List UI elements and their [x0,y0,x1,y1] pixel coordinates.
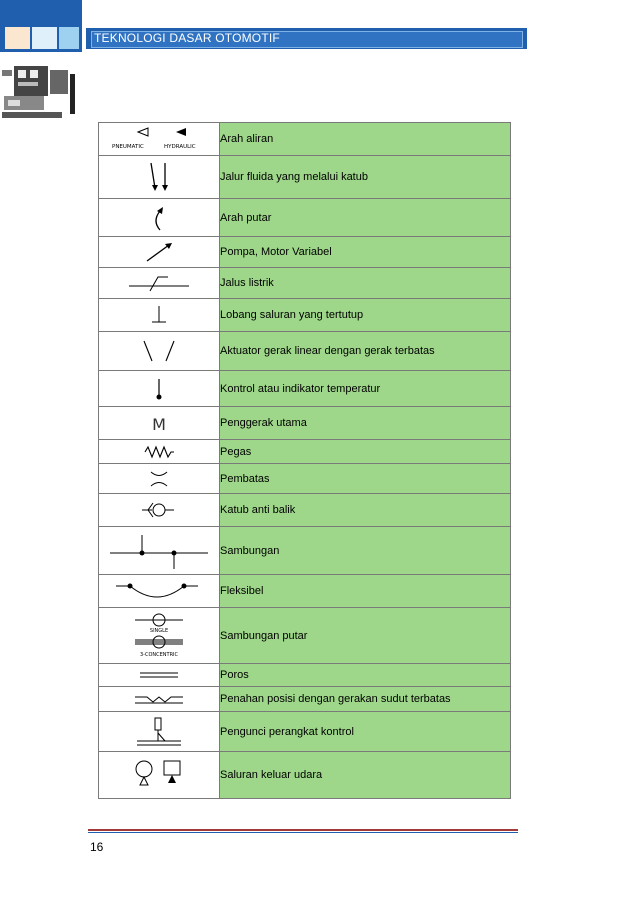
closed-port-icon [144,303,174,327]
header-square-1 [5,27,30,49]
symbol-label: Saluran keluar udara [220,752,511,799]
table-row [99,332,511,371]
table-row [99,299,511,332]
table-row [99,687,511,712]
exhaust-icon [124,755,194,795]
engine-image [0,60,76,124]
shaft-icon [134,667,184,683]
header-title: TEKNOLOGI DASAR OTOMOTIF [94,31,280,45]
flexible-icon [104,578,214,604]
symbol-cell [99,440,220,464]
linear-actuator-icon [134,337,184,365]
table-row [99,268,511,299]
table-row [99,440,511,464]
header-square-2 [32,27,57,49]
symbol-cell [99,237,220,268]
pneumatic-text: PNEUMATIC [112,144,144,150]
restrictor-icon [139,467,179,491]
symbol-cell [99,199,220,237]
symbol-label: Jalus listrik [220,268,511,299]
symbol-cell [99,299,220,332]
table-row [99,156,511,199]
symbol-label: Jalur fluida yang melalui katub [220,156,511,199]
table-row [99,237,511,268]
table-row [99,407,511,440]
table-row [99,494,511,527]
symbol-label: Lobang saluran yang tertutup [220,299,511,332]
symbol-label: Pengunci perangkat kontrol [220,712,511,752]
symbol-label: Arah putar [220,199,511,237]
symbol-label: Pompa, Motor Variabel [220,237,511,268]
symbol-label: Fleksibel [220,575,511,608]
footer-rule-blue [88,832,518,833]
symbol-label: Sambungan putar [220,608,511,664]
page-number: 16 [90,840,104,854]
symbol-label: Poros [220,664,511,687]
symbol-cell [99,664,220,687]
table-row [99,371,511,407]
symbol-cell [99,268,220,299]
table-row [99,123,511,156]
table-row [99,752,511,799]
symbol-table [98,122,511,799]
footer-rule-red [88,829,518,831]
symbol-cell [99,712,220,752]
hydraulic-text: HYDRAULIC [164,144,196,150]
detent-icon [129,689,189,709]
single-text: SINGLE [149,627,169,634]
symbol-cell [99,371,220,407]
symbol-cell [99,464,220,494]
symbol-label: Arah aliran [220,123,511,156]
symbol-cell [99,332,220,371]
table-row [99,527,511,575]
symbol-label: Aktuator gerak linear dengan gerak terbatas [220,332,511,371]
lock-icon [129,715,189,749]
symbol-cell [99,608,220,664]
rotary-joint-icon [119,610,199,662]
symbol-cell [99,687,220,712]
symbol-cell [99,123,220,156]
table-row [99,664,511,687]
m-letter-icon [144,411,174,435]
table-row [99,464,511,494]
table-row [99,199,511,237]
symbol-label: Penahan posisi dengan gerakan sudut terbatas [220,687,511,712]
table-row [99,712,511,752]
symbol-label: Penggerak utama [220,407,511,440]
symbol-cell [99,156,220,199]
arrow-triangles-icon [104,126,214,152]
table-row [99,608,511,664]
temperature-icon [144,375,174,403]
symbol-cell [99,407,220,440]
table-row [99,575,511,608]
spring-icon [139,443,179,461]
three-concentric-text: 3-CONCENTRIC [139,651,179,658]
header-square-3 [59,27,79,49]
symbol-cell [99,527,220,575]
symbol-cell [99,494,220,527]
symbol-label: Katub anti balik [220,494,511,527]
double-arrow-icon [139,160,179,194]
electric-line-icon [124,271,194,295]
symbol-label: Pegas [220,440,511,464]
symbol-label: Sambungan [220,527,511,575]
symbol-cell [99,752,220,799]
m-letter-text: M [152,415,166,434]
symbol-label: Kontrol atau indikator temperatur [220,371,511,407]
symbol-label: Pembatas [220,464,511,494]
check-valve-icon [134,498,184,522]
diagonal-arrow-icon [139,239,179,265]
junction-icon [104,531,214,571]
curved-arrow-icon [144,203,174,233]
symbol-cell [99,575,220,608]
